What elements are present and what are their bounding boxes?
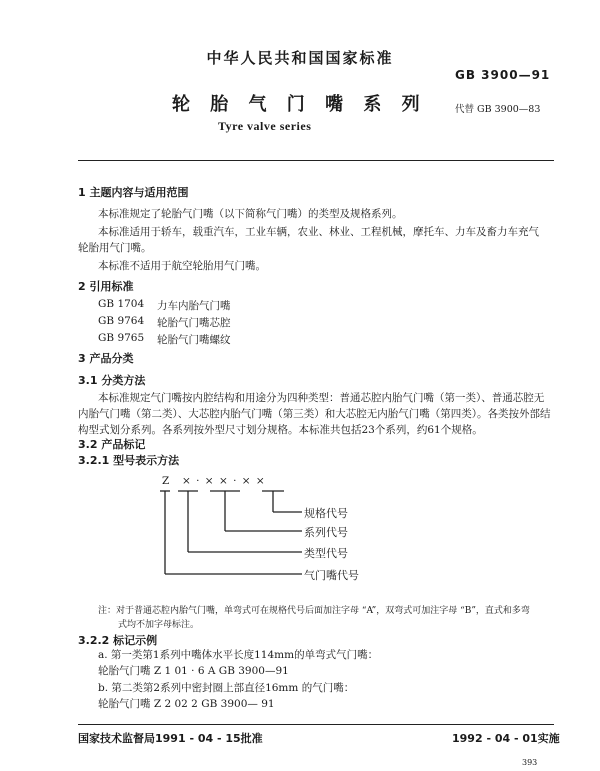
section-3-1-paragraph: 本标准规定气门嘴按内腔结构和用途分为四种类型：普通芯腔内胎气门嘴（第一类）、普通芯腔无: [98, 392, 545, 404]
reference-code: GB 1704: [98, 298, 145, 310]
english-title: Tyre valve series: [218, 119, 312, 133]
section-3-2-1-heading: 3.2.1 型号表示方法: [78, 454, 180, 467]
section-3-2-2-heading: 3.2.2 标记示例: [78, 634, 158, 647]
footer-rule: [78, 724, 554, 725]
note-line: 注：对于普通芯腔内胎气门嘴，单弯式可在规格代号后面加注字母 “A”，双弯式可加注字母 “B”，直式和多弯: [98, 606, 530, 616]
example-b-description: b. 第二类第2系列中密封圈上部直径16mm 的气门嘴：: [98, 682, 355, 694]
diagram-code-placeholders: × · × × · × ×: [182, 475, 266, 487]
example-a-code: 轮胎气门嘴 Z 1 01 · 6 A GB 3900—91: [98, 665, 289, 677]
section-1-paragraph: 本标准不适用于航空轮胎用气门嘴。: [98, 260, 266, 272]
section-1-heading: 1 主题内容与适用范围: [78, 186, 189, 199]
approval-date: 国家技术监督局1991 - 04 - 15批准: [78, 732, 263, 745]
section-3-1-paragraph: 构型式划分系列。各系列按外型尺寸划分规格。本标准共包括23个系列，约61个规格。: [78, 424, 483, 436]
example-b-code: 轮胎气门嘴 Z 2 02 2 GB 3900— 91: [98, 698, 275, 710]
diagram-label-spec-code: 规格代号: [304, 507, 348, 520]
model-code-diagram: [150, 475, 380, 590]
section-3-1-paragraph: 内胎气门嘴（第二类）、大芯腔内胎气门嘴（第三类）和大芯腔无内胎气门嘴（第四类）。各类按外部结: [78, 408, 551, 420]
section-3-heading: 3 产品分类: [78, 352, 134, 365]
reference-title: 力车内胎气门嘴: [157, 300, 231, 312]
diagram-label-series-code: 系列代号: [304, 526, 348, 539]
section-3-1-heading: 3.1 分类方法: [78, 374, 146, 387]
diagram-code-z: Z: [162, 475, 170, 487]
page-number: 393: [522, 758, 538, 767]
note-line: 式均不加字母标注。: [118, 620, 200, 630]
example-a-description: a. 第一类第1系列中嘴体水平长度114mm的单弯式气门嘴：: [98, 649, 379, 661]
issuing-body-title: 中华人民共和国国家标准: [206, 49, 394, 67]
section-1-paragraph: 轮胎用气门嘴。: [78, 242, 152, 254]
reference-code: GB 9765: [98, 332, 145, 344]
replaces-note: 代替 GB 3900—83: [455, 104, 541, 115]
section-3-2-heading: 3.2 产品标记: [78, 438, 146, 451]
standard-number: GB 3900—91: [455, 68, 551, 82]
diagram-label-type-code: 类型代号: [304, 547, 348, 560]
reference-title: 轮胎气门嘴芯腔: [157, 317, 231, 329]
section-1-paragraph: 本标准规定了轮胎气门嘴（以下简称气门嘴）的类型及规格系列。: [98, 208, 403, 220]
section-2-heading: 2 引用标准: [78, 280, 134, 293]
section-1-paragraph: 本标准适用于轿车，载重汽车，工业车辆，农业、林业、工程机械，摩托车、力车及畜力车充气: [98, 226, 539, 238]
document-title: 轮 胎 气 门 嘴 系 列: [172, 94, 427, 115]
reference-title: 轮胎气门嘴螺纹: [157, 334, 231, 346]
diagram-label-valve-code: 气门嘴代号: [304, 569, 359, 582]
header-rule: [78, 160, 554, 161]
reference-code: GB 9764: [98, 315, 145, 327]
effective-date: 1992 - 04 - 01实施: [452, 732, 560, 745]
